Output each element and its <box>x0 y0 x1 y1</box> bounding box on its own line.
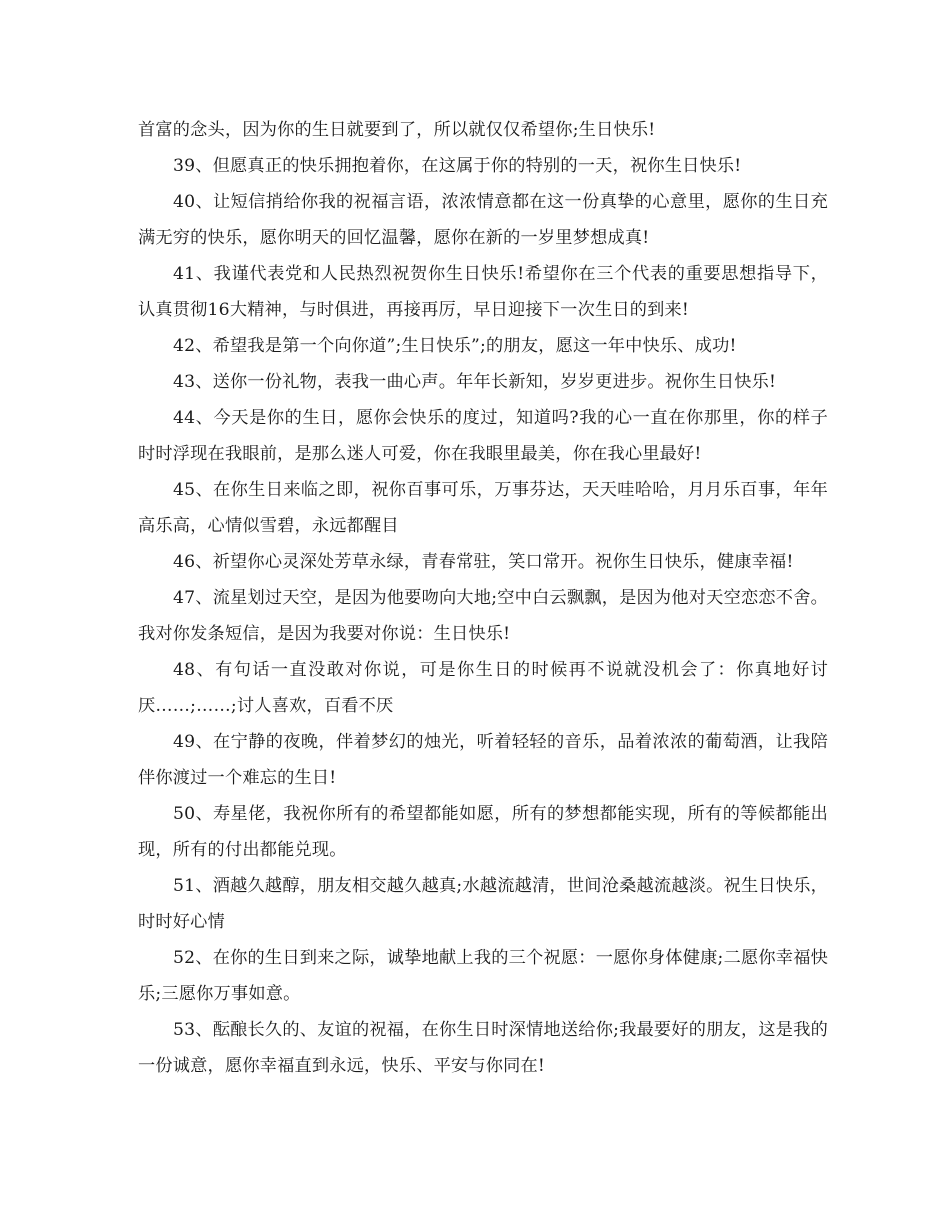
paragraph-45: 45、在你生日来临之即，祝你百事可乐，万事芬达，天天哇哈哈，月月乐百事，年年高乐高，心情似雪碧，永远都醒目 <box>138 480 828 536</box>
paragraph-40: 40、让短信捎给你我的祝福言语，浓浓情意都在这一份真挚的心意里，愿你的生日充满无穷的快乐，愿你明天的回忆温馨，愿你在新的一岁里梦想成真! <box>138 192 828 248</box>
paragraph-51: 51、酒越久越醇，朋友相交越久越真;水越流越清，世间沧桑越流越淡。祝生日快乐，时时好心情 <box>138 876 828 932</box>
paragraph-46: 46、祈望你心灵深处芳草永绿，青春常驻，笑口常开。祝你生日快乐，健康幸福! <box>173 552 794 572</box>
paragraph-53: 53、酝酿长久的、友谊的祝福，在你生日时深情地送给你;我最要好的朋友，这是我的一份诚意，愿你幸福直到永远，快乐、平安与你同在! <box>138 1020 828 1076</box>
paragraph-47: 47、流星划过天空，是因为他要吻向大地;空中白云飘飘，是因为他对天空恋恋不舍。我对你发条短信，是因为我要对你说：生日快乐! <box>138 588 828 644</box>
paragraph-42: 42、希望我是第一个向你道”;生日快乐”;的朋友，愿这一年中快乐、成功! <box>173 336 737 356</box>
paragraph-43: 43、送你一份礼物，表我一曲心声。年年长新知，岁岁更进步。祝你生日快乐! <box>173 372 777 392</box>
paragraph-48: 48、有句话一直没敢对你说，可是你生日的时候再不说就没机会了：你真地好讨厌……;……;讨人喜欢，百看不厌 <box>138 660 828 716</box>
paragraph-50: 50、寿星佬，我祝你所有的希望都能如愿，所有的梦想都能实现，所有的等候都能出现，所有的付出都能兑现。 <box>138 804 828 860</box>
paragraph-52: 52、在你的生日到来之际，诚挚地献上我的三个祝愿：一愿你身体健康;二愿你幸福快乐;三愿你万事如意。 <box>138 948 828 1004</box>
paragraph-44: 44、今天是你的生日，愿你会快乐的度过，知道吗?我的心一直在你那里，你的样子时时浮现在我眼前，是那么迷人可爱，你在我眼里最美，你在我心里最好! <box>138 408 828 464</box>
paragraph-49: 49、在宁静的夜晚，伴着梦幻的烛光，听着轻轻的音乐，品着浓浓的葡萄酒，让我陪伴你渡过一个难忘的生日! <box>138 732 828 788</box>
paragraph-continuation: 首富的念头，因为你的生日就要到了，所以就仅仅希望你;生日快乐! <box>138 120 656 140</box>
paragraph-41: 41、我谨代表党和人民热烈祝贺你生日快乐!希望你在三个代表的重要思想指导下，认真贯彻16大精神，与时俱进，再接再厉，早日迎接下一次生日的到来! <box>138 264 828 320</box>
paragraph-39: 39、但愿真正的快乐拥抱着你，在这属于你的特别的一天，祝你生日快乐! <box>173 156 742 176</box>
document-body <box>138 112 828 1084</box>
